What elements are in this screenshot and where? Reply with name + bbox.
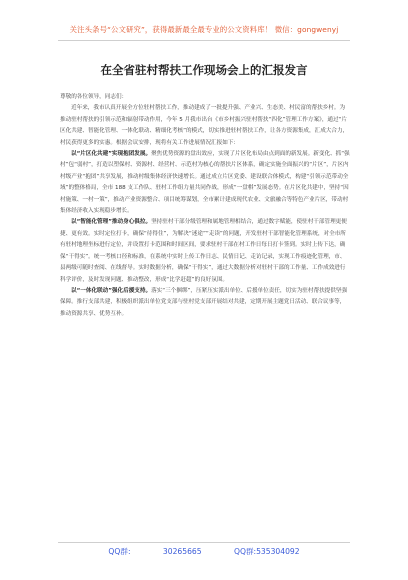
- section-3-paragraph: [60, 286, 350, 320]
- section-2-paragraph: [60, 217, 350, 285]
- section-2-text: 坚持驻村干部分级管理和属地管理相结合，通过数字赋能，使驻村干部管理更便捷、更有效。实时定位打卡，确保“待得住”，为解决“迷途”“走读”的问题，开发驻村干部智能化管理系统，对全市所有驻村地理坐标进行定位，并设置打卡范围和时间区间，要求驻村干部在村工作日每日打卡签到。实时上传下达，确保“干得实”。统一考核口径和标准，在系统中实时上传工作日志、民情日记、走访记录，实现工作痕迹化管理，市、县两级可随时查阅、在线督导。实时数据分析，确保“干得实”，通过大数据分析对驻村干部的工作量、工作成效进行科学评价，及时发现问题、推动整改，形成“比学赶超”的良好氛围。: [60, 219, 347, 283]
- header-divider: [58, 40, 350, 41]
- document-body: [60, 92, 350, 320]
- promo-banner: 关注头条号“公文研究”，获得最新最全最专业的公文资料库！ 微信：gongwenyj: [69, 25, 339, 34]
- section-3-text: 落实“三个捆绑”，压紧压实派出单位、后援单位责任，切实为驻村帮扶提供坚强保障。推行支部共建，积极组织派出单位党支部与驻村党支部开展结对共建，定期开展主题党日活动、联合议事等，推动资源共享、优势互补。: [60, 287, 348, 317]
- intro-paragraph: 近年来，我市认真开展全方位驻村帮扶工作，推动建成了一批提升强、产业兴、生态美、村民富的帮扶乡村。为推动驻村帮扶的引领示范和辐射带动作用，今年 5 月我市出台《市乡村振兴驻村帮扶“四化”管理工作方案》，通过“片区化共建、智能化管理、一体化联动、精细化考核”的模式，切实推进驻村帮扶工作，让各方资源集成，汇成大合力，村民获得更多的实惠。根据会议安排，现将有关工作进展情况汇报如下：: [60, 105, 349, 146]
- section-1-text: 聚焦优势资源的盘出效应，实现了片区化布局由点到面的新发展。新变化、抓“强村”包“弱村”，打造以塑保村、资源村、经营村、示范村为核心的帮扶片区体系，确定实施全面振兴的“片区”，片区内村级产业“抱团”共享发展，推动村级集体经济快速增长。通过成立片区党委、建设联合体模式，构建“引领示范带动全域”的整体格局，全市 188 支工作队、驻村工作组力量共同作战，形成“一盘棋”发展态势。在片区化共建中，坚持“因村施策、一村一策”，推动产业资源整合、项目统筹谋划，全市累计建成现代农业、文旅融合等特色产业片区，带动村集体经济收入实现稳步增长。: [60, 151, 350, 215]
- section-3-heading: 以“一体化联动”强化后援支持。: [71, 287, 152, 294]
- section-1-heading: 以“片区化共建”实现抱团发展。: [71, 151, 152, 158]
- footer-contact: QQ群: 30265665 QQ群:535304092: [108, 547, 300, 556]
- greeting: 尊敬的各位领导，同志们：: [60, 94, 128, 100]
- section-2-heading: 以“智能化管理”推动身心俱拉。: [71, 219, 152, 226]
- footer-divider: [58, 542, 350, 543]
- document-title: 在全省驻村帮扶工作现场会上的汇报发言: [100, 63, 308, 77]
- section-1-paragraph: [60, 149, 350, 217]
